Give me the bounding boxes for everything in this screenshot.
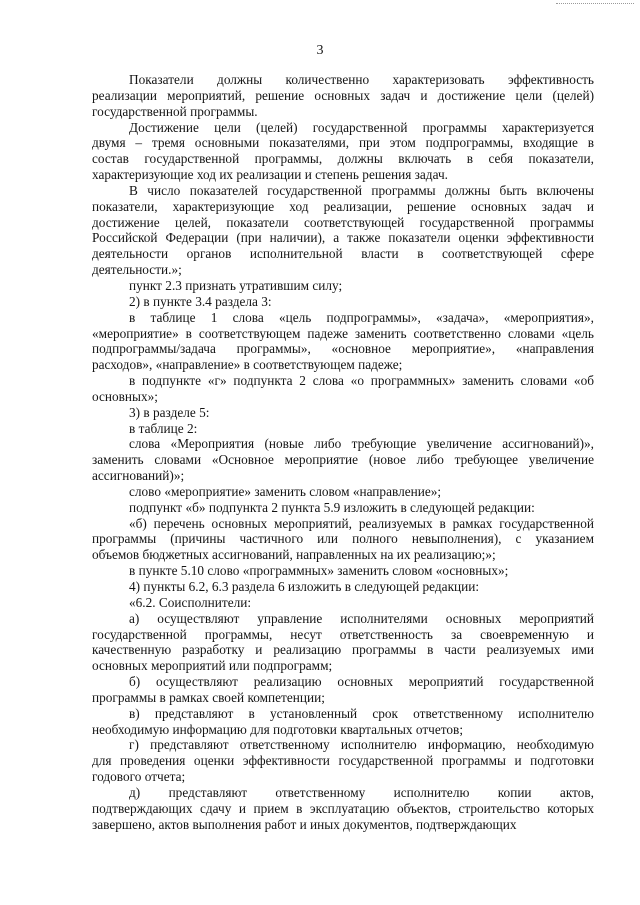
paragraph (92, 373, 594, 405)
paragraph (92, 294, 594, 310)
paragraph (92, 278, 594, 294)
paragraph (92, 421, 594, 437)
text-line: 2) в пункте 3.4 раздела 3: (129, 293, 272, 309)
text-line: в подпункте «г» подпункта 2 слова «о программных» заменить словами «об (129, 373, 594, 389)
text-line: подтверждающих сдачу и прием в эксплуатацию объектов, строительство которых (92, 800, 594, 816)
text-line: для проведения оценки эффективности государственной программы и подготовки (92, 753, 594, 769)
text-line: подпункт «б» подпункта 2 пункта 5.9 изложить в следующей редакции: (129, 499, 535, 515)
page-number: 3 (316, 43, 324, 58)
text-line: состав государственной программы, должны включать в себя показатели, (92, 151, 594, 167)
text-line: пункт 2.3 признать утратившим силу; (129, 277, 343, 293)
paragraph (92, 72, 594, 120)
text-line: деятельности.»; (92, 262, 182, 278)
text-line: годового отчета; (92, 769, 186, 785)
text-line: д) представляют ответственному исполнителю копии актов, (129, 784, 594, 800)
text-line: заменить словами «Основное мероприятие (новое либо требующее увеличение (92, 452, 594, 468)
text-line: «б) перечень основных мероприятий, реализуемых в рамках государственной (129, 515, 594, 531)
text-line: объемов бюджетных ассигнований, направленных на их реализацию;»; (92, 547, 496, 563)
paragraph (92, 516, 594, 564)
text-line: «мероприятие» в соответствующем падеже заменить соответственно словами «цель (92, 325, 594, 341)
text-line: Достижение цели (целей) государственной программы характеризуется (129, 119, 594, 135)
text-line: подпрограммы/задача программы», «основное мероприятие», «направления (92, 341, 594, 357)
text-line: реализации мероприятий, решение основных задач и достижение цели (целей) (92, 87, 594, 103)
text-line: Российской Федерации (при наличии), а также показатели оценки эффективности (92, 230, 594, 246)
text-line: показатели, характеризующие ход реализации, решение основных задач и (92, 198, 594, 214)
paragraph (92, 674, 594, 706)
text-line: г) представляют ответственному исполнителю информацию, необходимую (129, 737, 594, 753)
text-line: в таблице 2: (129, 420, 198, 436)
text-line: б) осуществляют реализацию основных мероприятий государственной (129, 674, 594, 690)
paragraph (92, 563, 594, 579)
text-line: а) осуществляют управление исполнителями основных мероприятий (129, 610, 594, 626)
text-line: государственной программы, несут ответственность за своевременную и (92, 626, 594, 642)
text-line: «6.2. Соисполнители: (129, 594, 252, 610)
text-line: в) представляют в установленный срок ответственному исполнителю (129, 705, 594, 721)
paragraph (92, 706, 594, 738)
text-line: В число показателей государственной программы должны быть включены (129, 182, 594, 198)
text-line: слова «Мероприятия (новые либо требующие увеличение ассигнований)», (129, 436, 594, 452)
paragraph (92, 436, 594, 484)
text-line: достижение целей, показатели соответствующей государственной программы (92, 214, 594, 230)
text-line: 4) пункты 6.2, 6.3 раздела 6 изложить в следующей редакции: (129, 579, 480, 594)
paragraph (92, 183, 594, 278)
text-line: в пункте 5.10 слово «программных» заменить словом «основных»; (129, 563, 509, 579)
text-line: ассигнований)»; (92, 468, 185, 484)
text-line: двумя – тремя основными показателями, при этом подпрограммы, входящие в (92, 135, 594, 151)
text-line: слово «мероприятие» заменить словом «направление»; (129, 483, 442, 499)
text-line: качественную разработку и реализацию программы в части реализуемых ими (92, 642, 594, 658)
document-body (92, 72, 594, 833)
text-line: характеризующие ход их реализации и степень решения задач. (92, 167, 448, 183)
text-line: необходимую информацию для подготовки квартальных отчетов; (92, 721, 464, 737)
text-line: основных мероприятий или подпрограмм; (92, 658, 333, 674)
text-line: расходов», «направление» в соответствующем падеже; (92, 357, 403, 373)
paragraph (92, 595, 594, 611)
paragraph (92, 484, 594, 500)
paragraph (92, 405, 594, 421)
text-line: программы в рамках своей компетенции; (92, 689, 325, 705)
paragraph (92, 611, 594, 674)
paragraph (92, 737, 594, 785)
text-line: Показатели должны количественно характеризовать эффективность (129, 72, 594, 87)
paragraph (92, 120, 594, 183)
text-line: деятельности органов исполнительной власти в соответствующей сфере (92, 246, 594, 262)
text-line: основных»; (92, 388, 158, 404)
text-line: 3) в разделе 5: (129, 404, 210, 420)
paragraph (92, 785, 594, 833)
text-line: в таблице 1 слова «цель подпрограммы», «задача», «мероприятия», (129, 309, 594, 325)
text-line: государственной программы. (92, 103, 258, 119)
text-line: программы (причины частичного или полного невыполнения), с указанием (92, 531, 594, 547)
paragraph (92, 579, 594, 595)
paragraph (92, 310, 594, 373)
corner-scan-mark (556, 3, 634, 5)
paragraph (92, 500, 594, 516)
text-line: завершено, актов выполнения работ и иных документов, подтверждающих (92, 816, 517, 832)
